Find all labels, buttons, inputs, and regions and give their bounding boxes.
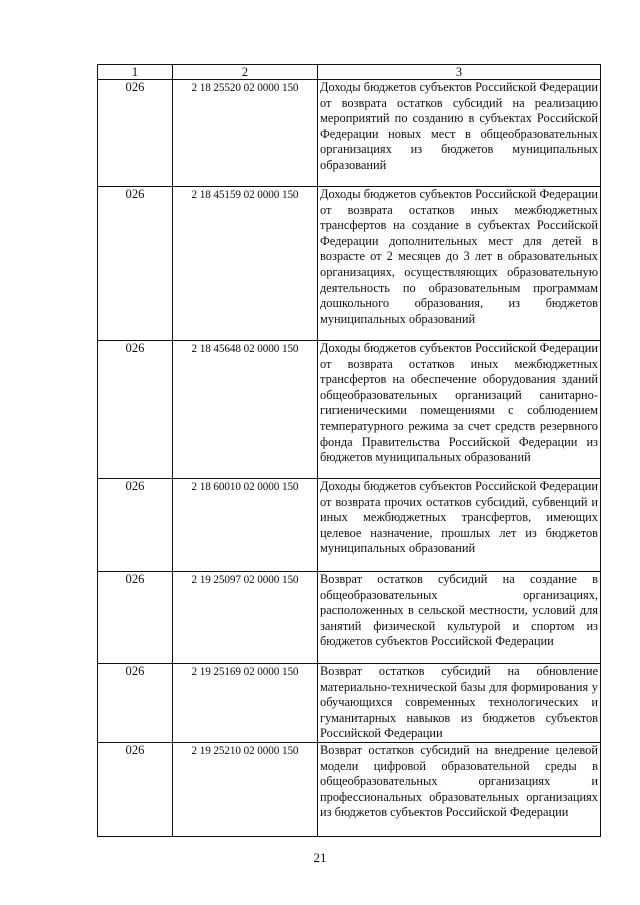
budget-code-cell: 2 18 45648 02 0000 150 <box>173 341 318 479</box>
budget-code-cell: 2 18 45159 02 0000 150 <box>173 187 318 341</box>
admin-code-cell: 026 <box>98 479 173 572</box>
budget-code-cell: 2 19 25097 02 0000 150 <box>173 572 318 664</box>
budget-code-cell: 2 18 25520 02 0000 150 <box>173 80 318 187</box>
budget-code-cell: 2 19 25169 02 0000 150 <box>173 664 318 743</box>
table-row <box>98 187 601 341</box>
admin-code-cell: 026 <box>98 80 173 187</box>
budget-code-cell: 2 18 60010 02 0000 150 <box>173 479 318 572</box>
table-row <box>98 479 601 572</box>
description-cell: Доходы бюджетов субъектов Российской Федерации от возврата остатков иных межбюджетных трансфертов на создание в субъектах Российской Федерации дополнительных мест для детей в возрасте от 2 месяцев до 3 лет в образовательных организациях, осуществляющих образовательную деятельность по образовательным программам дошкольного образования, из бюджетов муниципальных образований <box>318 187 601 341</box>
admin-code-cell: 026 <box>98 664 173 743</box>
table-row <box>98 80 601 187</box>
description-cell: Доходы бюджетов субъектов Российской Федерации от возврата остатков субсидий на реализацию мероприятий по созданию в субъектах Российской Федерации новых мест в общеобразовательных организациях из бюджетов муниципальных образований <box>318 80 601 187</box>
description-cell: Возврат остатков субсидий на внедрение целевой модели цифровой образовательной среды в общеобразовательных организациях и профессиональных образовательных организациях из бюджетов субъектов Российской Федерации <box>318 742 601 836</box>
description-cell: Доходы бюджетов субъектов Российской Федерации от возврата прочих остатков субсидий, субвенций и иных межбюджетных трансфертов, имеющих целевое назначение, прошлых лет из бюджетов муниципальных образований <box>318 479 601 572</box>
table-row <box>98 341 601 479</box>
admin-code-cell: 026 <box>98 341 173 479</box>
table-row <box>98 664 601 743</box>
header-col-2: 2 <box>173 65 318 80</box>
header-col-1: 1 <box>98 65 173 80</box>
description-cell: Возврат остатков субсидий на обновление материально-технической базы для формирования у обучающихся современных технологических и гуманитарных навыков из бюджетов субъектов Российской Федерации <box>318 664 601 743</box>
table-header-row <box>98 65 601 80</box>
table-row <box>98 742 601 836</box>
admin-code-cell: 026 <box>98 187 173 341</box>
table-row <box>98 572 601 664</box>
description-cell: Возврат остатков субсидий на создание в общеобразовательных организациях, расположенных в сельской местности, условий для занятий физической культурой и спортом из бюджетов субъектов Российской Федерации <box>318 572 601 664</box>
page-number: 21 <box>313 850 327 865</box>
budget-code-cell: 2 19 25210 02 0000 150 <box>173 742 318 836</box>
admin-code-cell: 026 <box>98 572 173 664</box>
header-col-3: 3 <box>318 65 601 80</box>
admin-code-cell: 026 <box>98 742 173 836</box>
revenue-codes-table <box>97 64 601 837</box>
description-cell: Доходы бюджетов субъектов Российской Федерации от возврата остатков иных межбюджетных трансфертов на обеспечение оборудования зданий общеобразовательных организаций санитарно-гигиеническими помещениями с соблюдением температурного режима за счет средств резервного фонда Правительства Российской Федерации из бюджетов муниципальных образований <box>318 341 601 479</box>
